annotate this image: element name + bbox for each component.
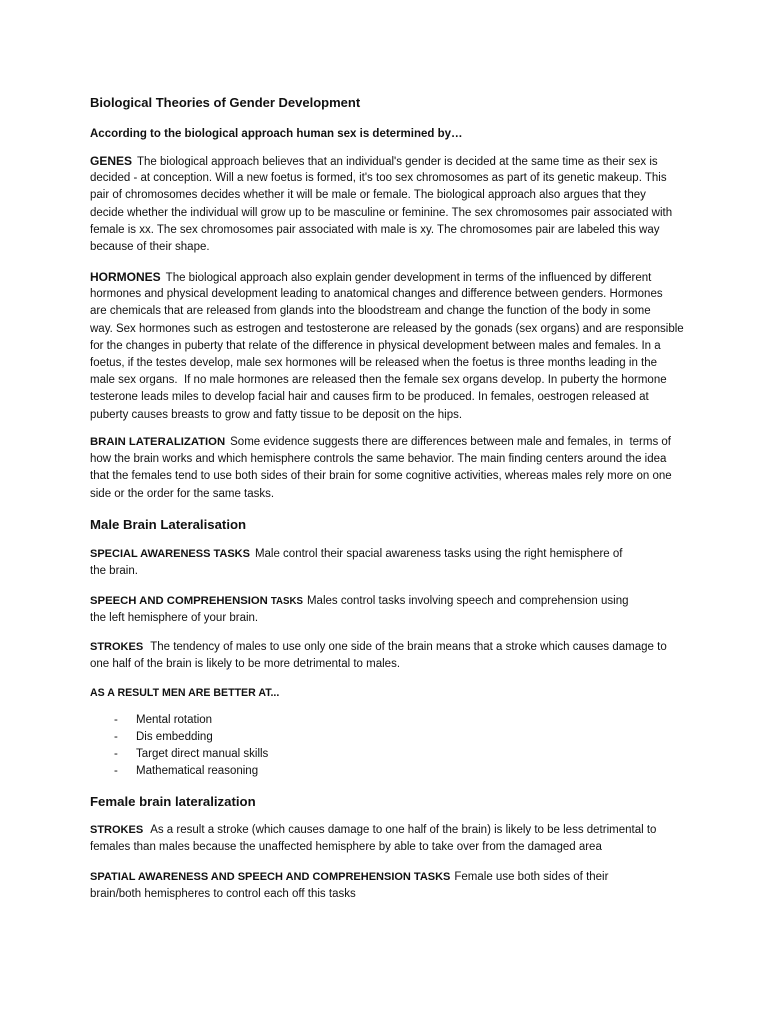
- list-marker: -: [114, 748, 118, 760]
- intro-heading: According to the biological approach human sex is determined by…: [90, 128, 463, 140]
- paragraph-line: [90, 205, 672, 222]
- brain-lateralization-text: that the females tend to use both sides of their brain for some cognitive activities, whereas males rely more on one: [90, 470, 672, 483]
- paragraph-line: [90, 451, 672, 468]
- genes-text: decided - at conception. Will a new foetus is formed, it's too sex chromosomes as part of its genetic makeup. This: [90, 172, 667, 185]
- paragraph-line: [90, 468, 672, 485]
- list-item: [90, 763, 268, 780]
- paragraph-line: [90, 486, 672, 503]
- speech-comprehension-label: SPEECH AND COMPREHENSION: [90, 595, 268, 607]
- paragraph-line: [90, 187, 672, 204]
- paragraph-line: [90, 303, 684, 320]
- document-title: Biological Theories of Gender Development: [90, 95, 361, 110]
- hormones-text: male sex organs. If no male hormones are released then the female sex organs develop. In puberty the hormone: [90, 374, 667, 387]
- brain-lateralization-label: BRAIN LATERALIZATION: [90, 436, 226, 448]
- list-marker: -: [114, 765, 118, 777]
- list-item-text: Mental rotation: [136, 714, 213, 726]
- male-strokes-text: The tendency of males to use only one side of the brain means that a stroke which causes damage to: [150, 641, 667, 653]
- paragraph-line: [90, 372, 684, 389]
- hormones-text: are chemicals that are released from glands into the bloodstream and change the function of the body in some: [90, 305, 651, 318]
- paragraph-line: [90, 886, 608, 903]
- special-awareness-text: the brain.: [90, 565, 138, 578]
- male-section-heading: Male Brain Lateralisation: [90, 517, 247, 532]
- paragraph-line: [90, 546, 622, 563]
- paragraph-line: [90, 321, 684, 338]
- brain-lateralization-text: Some evidence suggests there are differences between male and females, in terms of: [230, 436, 672, 448]
- paragraph-line: [90, 869, 608, 886]
- spatial-speech-label: SPATIAL AWARENESS AND SPEECH AND COMPREHENSION TASKS: [90, 871, 451, 883]
- female-strokes-paragraph: [90, 822, 656, 856]
- special-awareness-text: Male control their spacial awareness tasks using the right hemisphere of: [254, 548, 623, 560]
- list-item-text: Target direct manual skills: [136, 748, 269, 760]
- list-item: [90, 729, 268, 746]
- paragraph-line: [90, 286, 684, 303]
- female-strokes-text: females than males because the unaffected hemisphere by able to take over from the damaged area: [90, 841, 602, 854]
- speech-comprehension-text: the left hemisphere of your brain.: [90, 612, 259, 625]
- paragraph-line: [90, 656, 667, 673]
- male-strokes-text: one half of the brain is likely to be more detrimental to males.: [90, 658, 401, 671]
- list-marker: -: [114, 714, 118, 726]
- speech-comprehension-label-end: TASKS: [270, 596, 303, 607]
- speech-comprehension-paragraph: [90, 593, 629, 627]
- paragraph-line: [90, 355, 684, 372]
- hormones-text: The biological approach also explain gender development in terms of the influenced by different: [165, 272, 652, 284]
- list-marker: -: [114, 731, 118, 743]
- female-strokes-text: As a result a stroke (which causes damage to one half of the brain) is likely to be less detrimental to: [150, 824, 657, 836]
- hormones-text: testerone leads miles to develop facial hair and causes firm to be produced. In females, oestrogen released at: [90, 391, 649, 404]
- paragraph-line: [90, 222, 672, 239]
- genes-paragraph: [90, 153, 672, 256]
- paragraph-line: [90, 269, 684, 286]
- hormones-label: HORMONES: [90, 270, 161, 284]
- paragraph-line: [90, 639, 667, 656]
- special-awareness-label: SPECIAL AWARENESS TASKS: [90, 548, 250, 560]
- paragraph-line: [90, 170, 672, 187]
- paragraph-line: [90, 239, 672, 256]
- female-strokes-label: STROKES: [90, 824, 144, 836]
- paragraph-line: [90, 338, 684, 355]
- speech-comprehension-text: Males control tasks involving speech and comprehension using: [306, 595, 629, 607]
- paragraph-line: [90, 610, 629, 627]
- brain-lateralization-text: side or the order for the same tasks.: [90, 487, 275, 500]
- female-section-heading: Female brain lateralization: [90, 794, 256, 809]
- special-awareness-paragraph: [90, 546, 622, 580]
- list-item: [90, 712, 268, 729]
- male-strokes-label: STROKES: [90, 641, 144, 653]
- paragraph-line: [90, 389, 684, 406]
- paragraph-line: [90, 407, 684, 424]
- genes-text: because of their shape.: [90, 240, 210, 253]
- hormones-text: foetus, if the testes develop, male sex hormones will be released when the foetus is three months leading in the: [90, 356, 658, 369]
- paragraph-line: [90, 563, 622, 580]
- list-item: [90, 746, 268, 763]
- brain-lateralization-paragraph: [90, 434, 672, 503]
- male-strokes-paragraph: [90, 639, 667, 673]
- better-at-heading: AS A RESULT MEN ARE BETTER AT...: [90, 687, 280, 699]
- spatial-speech-paragraph: [90, 869, 608, 903]
- paragraph-line: [90, 153, 672, 170]
- paragraph-line: [90, 822, 656, 839]
- paragraph-line: [90, 434, 672, 451]
- spatial-speech-text: Female use both sides of their: [454, 871, 609, 883]
- hormones-text: way. Sex hormones such as estrogen and testosterone are released by the gonads (sex organs) and are responsible: [90, 322, 684, 335]
- hormones-paragraph: [90, 269, 684, 424]
- genes-text: The biological approach believes that an individual's gender is decided at the same time as their sex is: [137, 156, 658, 168]
- paragraph-line: [90, 593, 629, 610]
- hormones-text: puberty causes breasts to grow and fatty tissue to be deposit on the hips.: [90, 408, 463, 421]
- genes-text: pair of chromosomes decides whether it will be male or female. The biological approach also argues that they: [90, 189, 646, 202]
- genes-text: decide whether the individual will grow up to be masculine or feminine. The sex chromosomes pair associated with: [90, 206, 673, 219]
- list-item-text: Mathematical reasoning: [136, 765, 259, 777]
- hormones-text: for the changes in puberty that relate of the difference in physical development between males and females. In a: [90, 339, 661, 352]
- hormones-text: hormones and physical development leading to anatomical changes and difference between genders. Hormones: [90, 288, 663, 301]
- paragraph-line: [90, 839, 656, 856]
- genes-label: GENES: [90, 154, 133, 168]
- genes-text: female is xx. The sex chromosomes pair associated with male is xy. The chromosomes pair are labeled this way: [90, 223, 660, 236]
- brain-lateralization-text: how the brain works and which hemisphere controls the same behavior. The main finding centers around the idea: [90, 453, 667, 466]
- better-at-list: [90, 712, 268, 780]
- spatial-speech-text: brain/both hemispheres to control each off this tasks: [90, 888, 356, 901]
- list-item-text: Dis embedding: [136, 731, 213, 743]
